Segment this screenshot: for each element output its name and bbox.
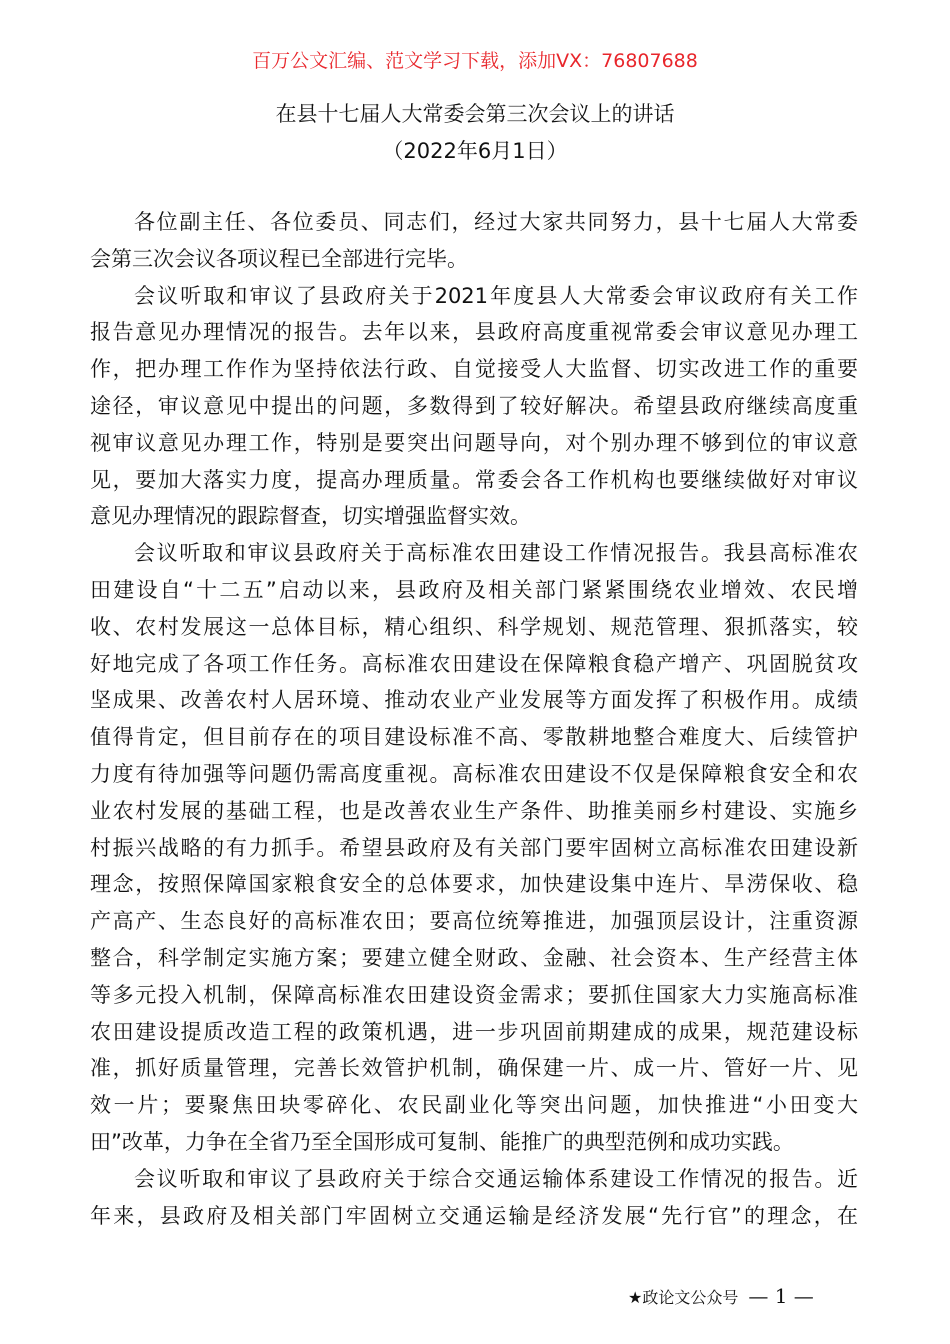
document-body bbox=[90, 204, 858, 1234]
text-line: 报告意见办理情况的报告。去年以来，县政府高度重视常委会审议意见办理工 bbox=[90, 320, 858, 345]
text-line: 理念，按照保障国家粮食安全的总体要求，加快建设集中连片、旱涝保收、稳 bbox=[90, 872, 858, 897]
text-line: 途径，审议意见中提出的问题，多数得到了较好解决。希望县政府继续高度重 bbox=[90, 393, 858, 418]
text-line: 视审议意见办理工作，特别是要突出问题导向，对个别办理不够到位的审议意 bbox=[90, 430, 858, 455]
document-date: （2022年6月1日） bbox=[382, 139, 568, 163]
text-line: 坚成果、改善农村人居环境、推动农业产业发展等方面发挥了积极作用。成绩 bbox=[90, 688, 858, 713]
text-line: 见，要加大落实力度，提高办理质量。常委会各工作机构也要继续做好对审议 bbox=[90, 467, 858, 492]
text-line: 村振兴战略的有力抓手。希望县政府及有关部门要牢固树立高标准农田建设新 bbox=[90, 835, 858, 860]
text-line: 意见办理情况的跟踪督查，切实增强监督实效。 bbox=[90, 504, 531, 529]
document-title: 在县十七届人大常委会第三次会议上的讲话 bbox=[275, 102, 675, 126]
text-line: 会议听取和审议了县政府关于综合交通运输体系建设工作情况的报告。近 bbox=[134, 1166, 858, 1191]
text-line: 会第三次会议各项议程已全部进行完毕。 bbox=[90, 246, 468, 271]
watermark-banner: 百万公文汇编、范文学习下载，添加VX：76807688 bbox=[252, 50, 698, 72]
paragraph bbox=[90, 535, 858, 1161]
paragraph bbox=[90, 278, 858, 536]
text-line: 各位副主任、各位委员、同志们，经过大家共同努力，县十七届人大常委 bbox=[134, 210, 858, 234]
text-line: 作，把办理工作作为坚持依法行政、自觉接受人大监督、切实改进工作的重要 bbox=[90, 357, 858, 382]
footer-source: ★政论文公众号 bbox=[628, 1287, 739, 1307]
text-line: 产高产、生态良好的高标准农田；要高位统筹推进，加强顶层设计，注重资源 bbox=[90, 909, 858, 934]
text-line: 田”改革，力争在全省乃至全国形成可复制、能推广的典型范例和成功实践。 bbox=[90, 1129, 794, 1154]
text-line: 会议听取和审议了县政府关于2021年度县人大常委会审议政府有关工作 bbox=[134, 283, 858, 308]
text-line: 业农村发展的基础工程，也是改善农业生产条件、助推美丽乡村建设、实施乡 bbox=[90, 798, 858, 823]
text-line: 准，抓好质量管理，完善长效管护机制，确保建一片、成一片、管好一片、见 bbox=[90, 1056, 858, 1081]
text-line: 好地完成了各项工作任务。高标准农田建设在保障粮食稳产增产、巩固脱贫攻 bbox=[90, 651, 858, 676]
page-number: — 1 — bbox=[748, 1284, 814, 1308]
text-line: 值得肯定，但目前存在的项目建设标准不高、零散耕地整合难度大、后续管护 bbox=[90, 725, 858, 750]
text-line: 等多元投入机制，保障高标准农田建设资金需求；要抓住国家大力实施高标准 bbox=[90, 982, 858, 1007]
text-line: 年来，县政府及相关部门牢固树立交通运输是经济发展“先行官”的理念，在 bbox=[90, 1203, 858, 1228]
text-line: 整合，科学制定实施方案；要建立健全财政、金融、社会资本、生产经营主体 bbox=[90, 945, 858, 970]
text-line: 农田建设提质改造工程的政策机遇，进一步巩固前期建成的成果，规范建设标 bbox=[90, 1019, 858, 1044]
text-line: 力度有待加强等问题仍需高度重视。高标准农田建设不仅是保障粮食安全和农 bbox=[90, 761, 858, 786]
text-line: 田建设自“十二五”启动以来，县政府及相关部门紧紧围绕农业增效、农民增 bbox=[90, 577, 858, 602]
paragraph bbox=[90, 204, 858, 278]
text-line: 效一片；要聚焦田块零碎化、农民副业化等突出问题，加快推进“小田变大 bbox=[90, 1093, 858, 1118]
paragraph bbox=[90, 1161, 858, 1235]
text-line: 收、农村发展这一总体目标，精心组织、科学规划、规范管理、狠抓落实，较 bbox=[90, 614, 858, 639]
page-footer bbox=[628, 1284, 814, 1308]
text-line: 会议听取和审议县政府关于高标准农田建设工作情况报告。我县高标准农 bbox=[134, 541, 858, 566]
